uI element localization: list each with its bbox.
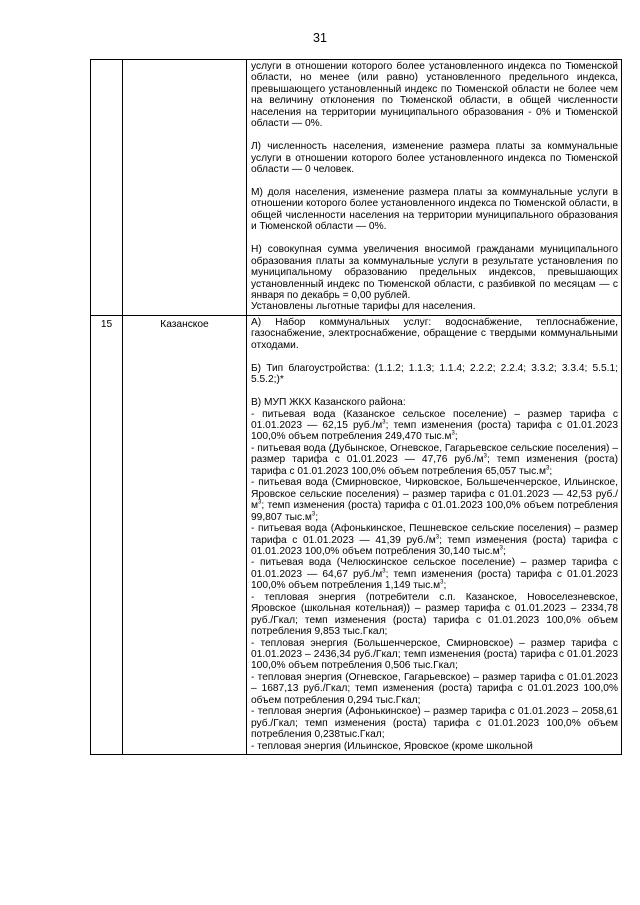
paragraph: - питьевая вода (Афонькинское, Пешневское сельские поселения) – размер тарифа с 01.01.2023 — 41,39 $руб./м^3$; темп изменения (роста) тарифа с 01.01.2023 100,0% объем потребления 30,140 $тыс.м^3$; (251, 523, 618, 557)
page-number: 31 (313, 31, 327, 45)
tariff-table (90, 59, 622, 755)
paragraph: Б) Тип благоустройства: (1.1.2; 1.1.3; 1.1.4; 2.2.2; 2.2.4; 3.3.2; 3.3.4; 5.5.1; 5.5.2;)* (251, 362, 618, 386)
paragraph: - питьевая вода (Челюскинское сельское поселение) – размер тарифа с 01.01.2023 — 64,67 $руб./м^3$; темп изменения (роста) тарифа с 01.01.2023 100,0% объем потребления 1,149 $тыс.м^3$; (251, 557, 618, 592)
settlement-name-cell: Казанское (123, 315, 247, 754)
paragraph-gap (251, 130, 618, 141)
paragraph: - тепловая энергия (Большенчерское, Смирновское) – размер тарифа с 01.01.2023 – 2436,34 руб./Гкал; темп изменения (роста) тарифа с 01.01.2023 100,0% объем потребления 0,506 тыс.Гкал; (251, 637, 618, 672)
paragraph: - питьевая вода (Казанское сельское поселение) – размер тарифа с 01.01.2023 — 62,15 $руб./м^3$; темп изменения (роста) тарифа с 01.01.2023 100,0% объем потребления 249,470 $тыс.м^3$; (251, 408, 618, 443)
paragraph: Л) численность населения, изменение размера платы за коммунальные услуги в отношении которого более установленного индекса по Тюменской области — 0 человек. (251, 141, 618, 176)
paragraph: М) доля населения, изменение размера платы за коммунальные услуги в отношении которого более установленного индекса по Тюменской области, в общей численности населения на территории муниципального образования и Тюменской области — 0%. (251, 186, 619, 233)
paragraph: - питьевая вода (Дубынское, Огневское, Гагарьевское сельские поселения) – размер тарифа с 01.01.2023 — 47,76 $руб./м^3$; темп изменения (роста) тарифа с 01.01.2023 100,0% объем потребления 65,057 $тыс.м^3$; (251, 442, 618, 477)
table-body (91, 60, 622, 755)
row-number-cell: 15 (91, 315, 123, 754)
paragraph: услуги в отношении которого более установленного индекса по Тюменской области, но менее (или равно) установленного предельного индекса, превышающего установленный индекс по Тюменской области не более чем на величину отклонения по Тюменской области, в общей численности населения на территории муниципального образования - 0% и Тюменской области — 0%. (251, 61, 618, 130)
paragraph: - питьевая вода (Смирновское, Чирковское, Большеченчерское, Ильинское, Яровское сельские поселения) – размер тарифа с 01.01.2023 — 42,53 $руб./м^3$; темп изменения (роста) тарифа с 01.01.2023 100,0% объем потребления 99,807 $тыс.м^3$; (251, 477, 618, 523)
paragraph-gap (251, 386, 618, 397)
paragraph-gap (251, 351, 618, 362)
paragraph: - тепловая энергия (потребители с.п. Казанское, Новоселезневское, Яровское (школьная котельная)) – размер тарифа с 01.01.2023 – 2334,78 руб./Гкал; темп изменения (роста) тарифа с 01.01.2023 100,0% объем потребления 9,853 тыс.Гкал; (251, 591, 618, 638)
table-row (91, 60, 622, 316)
paragraph: - тепловая энергия (Огневское, Гагарьевское) – размер тарифа с 01.01.2023 – 1687,13 руб./Гкал; темп изменения (роста) тарифа с 01.01.2023 100,0% объем потребления 0,294 тыс.Гкал; (251, 671, 618, 706)
paragraph-gap (251, 233, 618, 244)
description-cell (247, 60, 622, 316)
paragraph: В) МУП ЖКХ Казанского района: (251, 397, 406, 409)
description-cell (247, 315, 622, 754)
paragraph: - тепловая энергия (Афонькинское) – размер тарифа с 01.01.2023 – 2058,61 руб./Гкал; темп изменения (роста) тарифа с 01.01.2023 100,0% объем потребления 0,238тыс.Гкал; (251, 706, 618, 741)
paragraph: Установлены льготные тарифы для населения. (251, 301, 476, 313)
row-number-cell (91, 60, 123, 316)
paragraph: А) Набор коммунальных услуг: водоснабжение, теплоснабжение, газоснабжение, электроснабжение, обращение с твердыми коммунальными отходами. (251, 316, 618, 351)
settlement-name-cell (123, 60, 247, 316)
paragraph: - тепловая энергия (Ильинское, Яровское (кроме школьной (251, 740, 533, 752)
table-row (91, 315, 622, 754)
paragraph-gap (251, 176, 618, 187)
paragraph: Н) совокупная сумма увеличения вносимой гражданами муниципального образования платы за коммунальные услуги в результате установления по муниципальному образованию предельных индексов, превышающих установленный индекс по Тюменской области, с разбивкой по месяцам — с января по декабрь = 0,00 рублей. (251, 244, 618, 302)
